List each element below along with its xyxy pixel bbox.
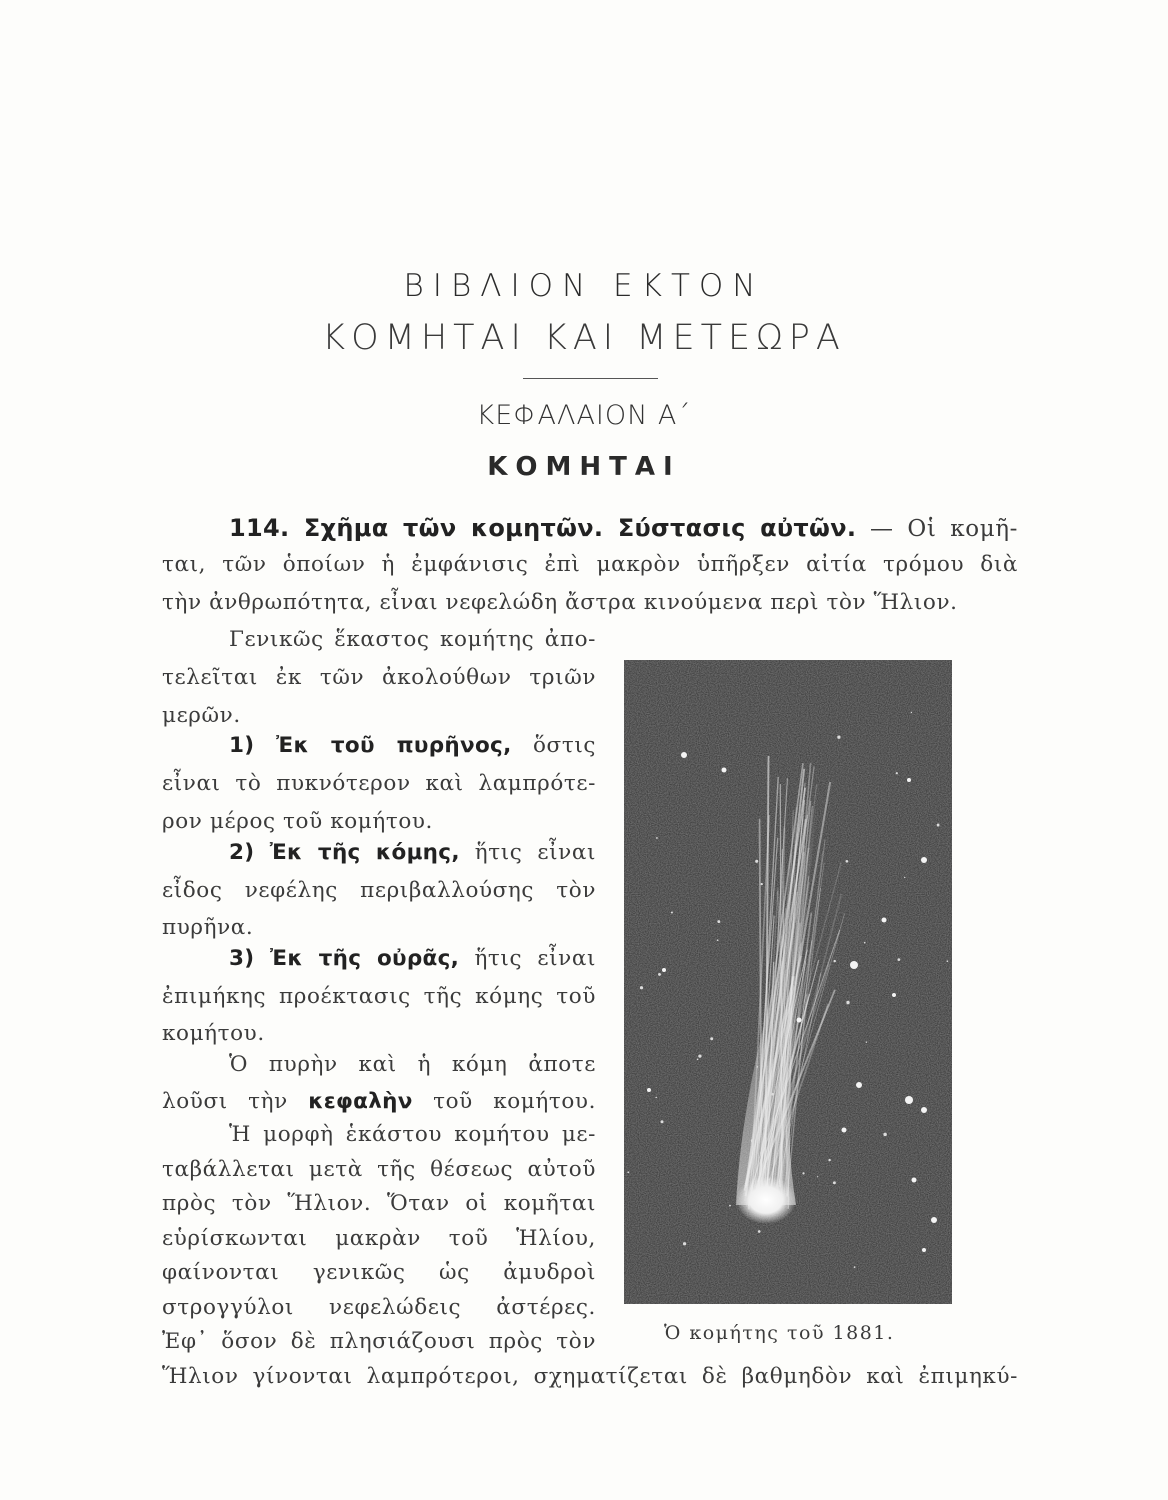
list-item-label: 3) Ἐκ τῆς οὐρᾶς, (229, 946, 460, 971)
star (662, 968, 666, 972)
star (751, 1139, 754, 1142)
star (931, 1217, 937, 1223)
body-line: πρὸς τὸν Ἥλιον. Ὅταν οἱ κομῆται (162, 1191, 596, 1216)
comet-illustration (624, 660, 952, 1304)
body-line (162, 1089, 596, 1114)
star (797, 1018, 802, 1023)
star (922, 1248, 926, 1252)
star (833, 960, 835, 962)
body-line: τελεῖται ἐκ τῶν ἀκολούθων τριῶν (162, 665, 596, 690)
comet-image (624, 660, 952, 1304)
star (761, 883, 763, 885)
body-line: ρον μέρος τοῦ κομήτου. (162, 809, 433, 834)
star (640, 986, 643, 989)
star (854, 1266, 856, 1268)
star (892, 993, 896, 997)
star (717, 920, 720, 923)
star (710, 1037, 713, 1040)
body-line: στρογγύλοι νεφελώδεις ἀστέρες. (162, 1295, 596, 1320)
list-item-nucleus (229, 733, 596, 758)
section-intro: — Οἱ κομῆ- (870, 516, 1018, 542)
star (681, 752, 687, 758)
star (683, 1242, 686, 1245)
list-item-coma (229, 840, 596, 865)
body-line: εἶναι τὸ πυκνότερον καὶ λαμπρότε- (162, 771, 596, 796)
star (907, 778, 911, 782)
star (729, 1205, 731, 1207)
comet-head (736, 1176, 796, 1224)
body-text: τοῦ κομήτου. (433, 1089, 596, 1114)
star (937, 824, 940, 827)
body-line: κομήτου. (162, 1021, 265, 1046)
chapter-title: ΚΟΜΗΤΑΙ (487, 452, 681, 482)
star (921, 857, 927, 863)
body-line: φαίνονται γενικῶς ὡς ἀμυδροὶ (162, 1260, 596, 1285)
star (850, 961, 858, 969)
star (655, 1097, 657, 1099)
star (755, 860, 758, 863)
star (864, 942, 866, 944)
star (837, 736, 840, 739)
star (921, 1107, 927, 1113)
star (947, 960, 949, 962)
list-item-label: 2) Ἐκ τῆς κόμης, (229, 840, 460, 865)
list-item-text: ἥτις εἶναι (474, 840, 597, 865)
star (866, 1042, 867, 1043)
body-line: εὑρίσκωνται μακρὰν τοῦ Ἡλίου, (162, 1226, 596, 1251)
star (627, 1171, 629, 1173)
book-subtitle: ΚΟΜΗΤΑΙ ΚΑΙ ΜΕΤΕΩΡΑ (322, 318, 846, 358)
star (904, 877, 905, 878)
star (647, 1088, 651, 1092)
body-line: τὴν ἀνθρωπότητα, εἶναι νεφελώδη ἄστρα κινούμενα περὶ τὸν Ἥλιον. (162, 590, 958, 615)
section-heading: 114. Σχῆμα τῶν κομητῶν. Σύστασις αὐτῶν. (229, 514, 857, 542)
star (882, 918, 887, 923)
star (883, 1133, 887, 1137)
section-heading-line (229, 514, 1018, 542)
star (757, 1066, 759, 1068)
star (658, 973, 661, 976)
body-line: Γενικῶς ἕκαστος κομήτης ἀπο- (229, 627, 596, 652)
body-line: Ἥλιον γίνονται λαμπρότεροι, σχηματίζεται δὲ βαθμηδὸν καὶ ἐπιμηκύ- (162, 1364, 1018, 1389)
body-line: μερῶν. (162, 703, 241, 728)
chapter-label: ΚΕΦΑΛΑΙΟΝ Α΄ (476, 400, 692, 431)
star (697, 1058, 699, 1060)
star (911, 712, 912, 713)
body-line: Ὁ πυρὴν καὶ ἡ κόμη ἀποτε (229, 1052, 596, 1077)
star (771, 1093, 774, 1096)
star (802, 1172, 804, 1174)
star (846, 1001, 849, 1004)
star (905, 1096, 913, 1104)
star (758, 1230, 761, 1233)
star (661, 1120, 664, 1123)
star (898, 958, 901, 961)
body-line: Ἡ μορφὴ ἑκάστου κομήτου με- (229, 1122, 596, 1147)
star (828, 1159, 830, 1161)
body-text: λοῦσι τὴν (162, 1089, 288, 1114)
star (671, 911, 673, 913)
term-head: κεφαλὴν (308, 1089, 413, 1114)
star (833, 1181, 836, 1184)
book-title: ΒΙΒΛΙΟΝ ΕΚΤΟΝ (403, 268, 765, 304)
star (768, 1178, 770, 1180)
figure-caption: Ὁ κομήτης τοῦ 1881. (664, 1322, 895, 1344)
list-item-label: 1) Ἐκ τοῦ πυρῆνος, (229, 733, 512, 758)
list-item-tail (229, 946, 596, 971)
body-line: ἐπιμήκης προέκτασις τῆς κόμης τοῦ (162, 984, 596, 1009)
body-line: εἶδος νεφέλης περιβαλλούσης τὸν (162, 878, 596, 903)
body-line: πυρῆνα. (162, 915, 254, 940)
star (896, 772, 898, 774)
star (856, 1082, 862, 1088)
body-line: ται, τῶν ὁποίων ἡ ἐμφάνισις ἐπὶ μακρὸν ὑπῆρξεν αἰτία τρόμου διὰ (162, 552, 1018, 577)
star (656, 837, 658, 839)
star (912, 1178, 917, 1183)
body-line: ταβάλλεται μετὰ τῆς θέσεως αὐτοῦ (162, 1157, 596, 1182)
list-item-text: ἥτις εἶναι (474, 946, 597, 971)
list-item-text: ὅστις (533, 733, 596, 758)
star (846, 860, 849, 863)
divider-rule (523, 378, 658, 379)
body-line: Ἐφ᾽ ὅσον δὲ πλησιάζουσι πρὸς τὸν (162, 1329, 596, 1354)
star (817, 1176, 818, 1177)
star (722, 768, 727, 773)
star (763, 1127, 765, 1129)
star (698, 1054, 701, 1057)
star (717, 939, 719, 941)
star (842, 1128, 847, 1133)
